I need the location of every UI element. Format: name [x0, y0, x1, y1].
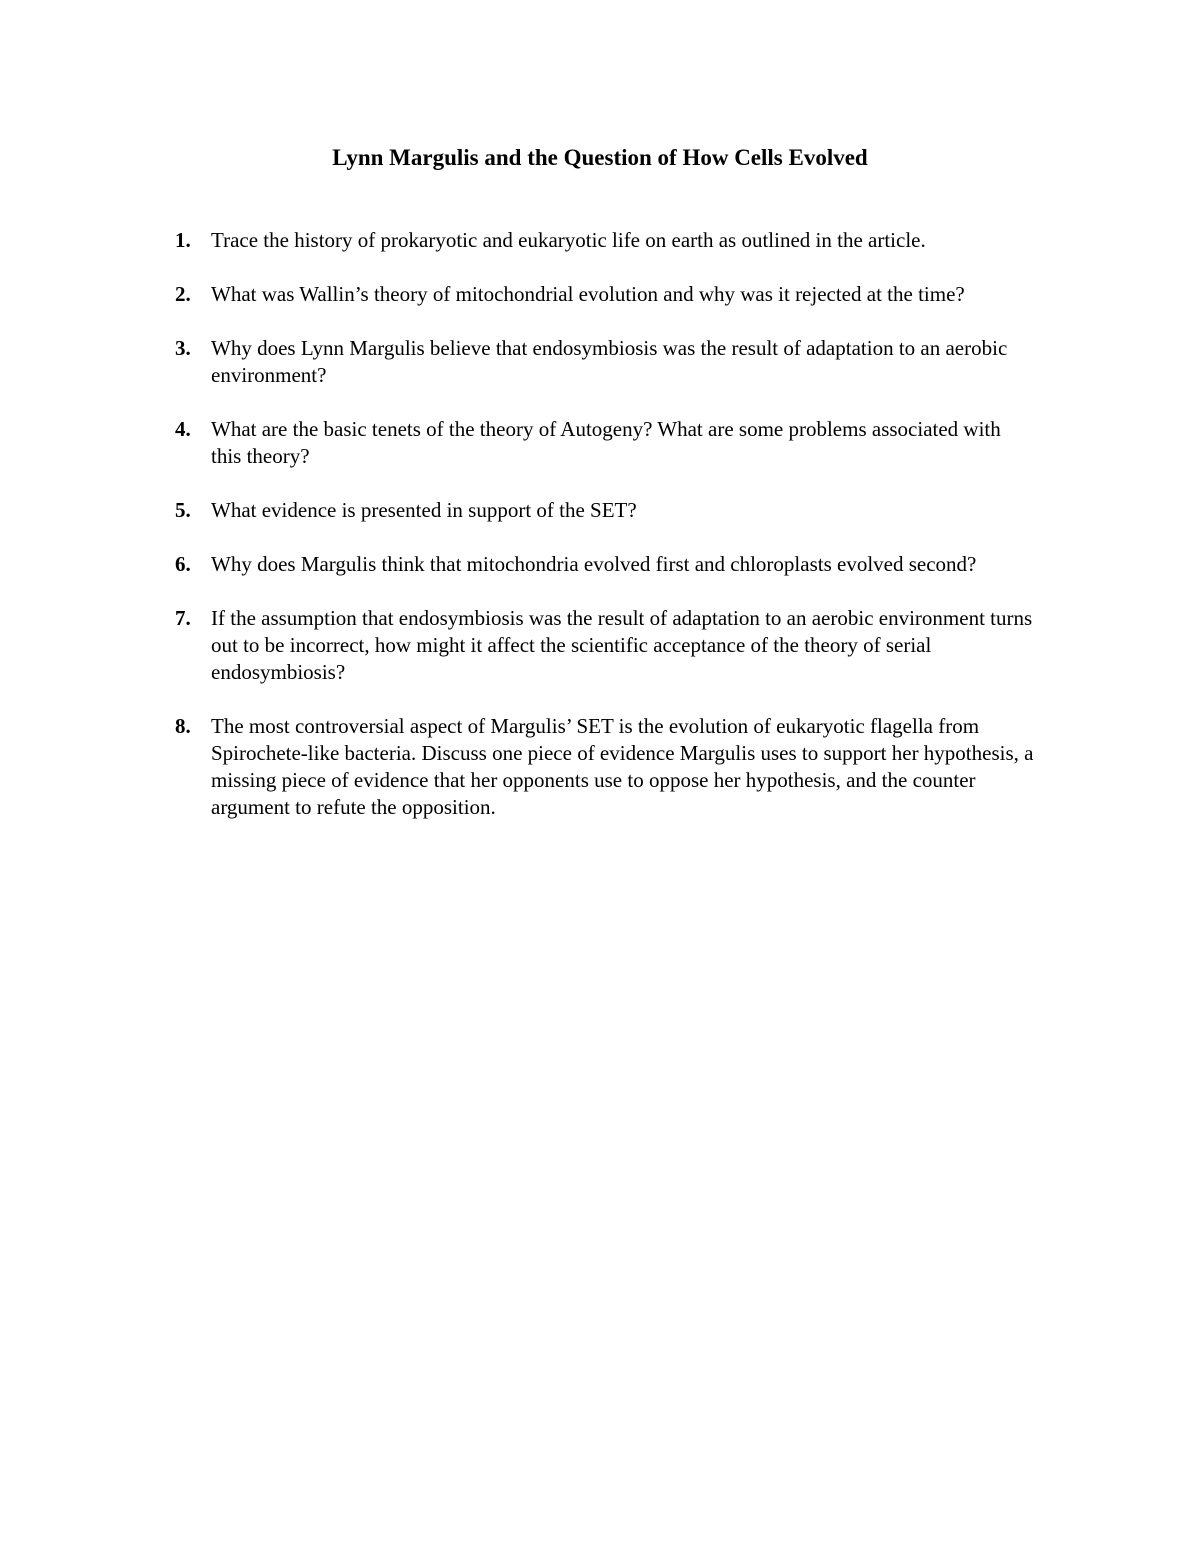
question-number: 3. [175, 336, 191, 360]
question-item-3 [175, 335, 1035, 389]
question-text: Why does Margulis think that mitochondria evolved first and chloroplasts evolved second? [211, 552, 977, 576]
question-number: 1. [175, 228, 191, 252]
question-item-5 [175, 497, 1035, 524]
question-number: 5. [175, 498, 191, 522]
question-number: 4. [175, 417, 191, 441]
question-number: 8. [175, 714, 191, 738]
question-item-6 [175, 551, 1035, 578]
question-text: Why does Lynn Margulis believe that endosymbiosis was the result of adaptation to an aerobic environment? [211, 336, 1008, 387]
question-number: 6. [175, 552, 191, 576]
question-item-2 [175, 281, 1035, 308]
question-text: What was Wallin’s theory of mitochondrial evolution and why was it rejected at the time? [211, 282, 965, 306]
document-title: Lynn Margulis and the Question of How Cells Evolved [332, 145, 868, 170]
question-item-4 [175, 416, 1035, 470]
question-number: 2. [175, 282, 191, 306]
question-number: 7. [175, 606, 191, 630]
question-list [175, 227, 1035, 848]
question-item-7 [175, 605, 1035, 686]
question-text: The most controversial aspect of Margulis’ SET is the evolution of eukaryotic flagella from Spirochete-like bacteria. Discuss one piece of evidence Margulis uses to support her hypothesis, a missing piece of evidence that her opponents use to oppose her hypothesis, and the counter argument to refute the opposition. [211, 714, 1034, 819]
question-item-1 [175, 227, 1035, 254]
question-text: If the assumption that endosymbiosis was the result of adaptation to an aerobic environment turns out to be incorrect, how might it affect the scientific acceptance of the theory of serial endosymbiosis? [211, 606, 1033, 684]
question-text: What are the basic tenets of the theory of Autogeny? What are some problems associated with this theory? [211, 417, 1001, 468]
question-item-8 [175, 713, 1035, 821]
question-text: What evidence is presented in support of the SET? [211, 498, 637, 522]
question-text: Trace the history of prokaryotic and eukaryotic life on earth as outlined in the article. [211, 228, 926, 252]
